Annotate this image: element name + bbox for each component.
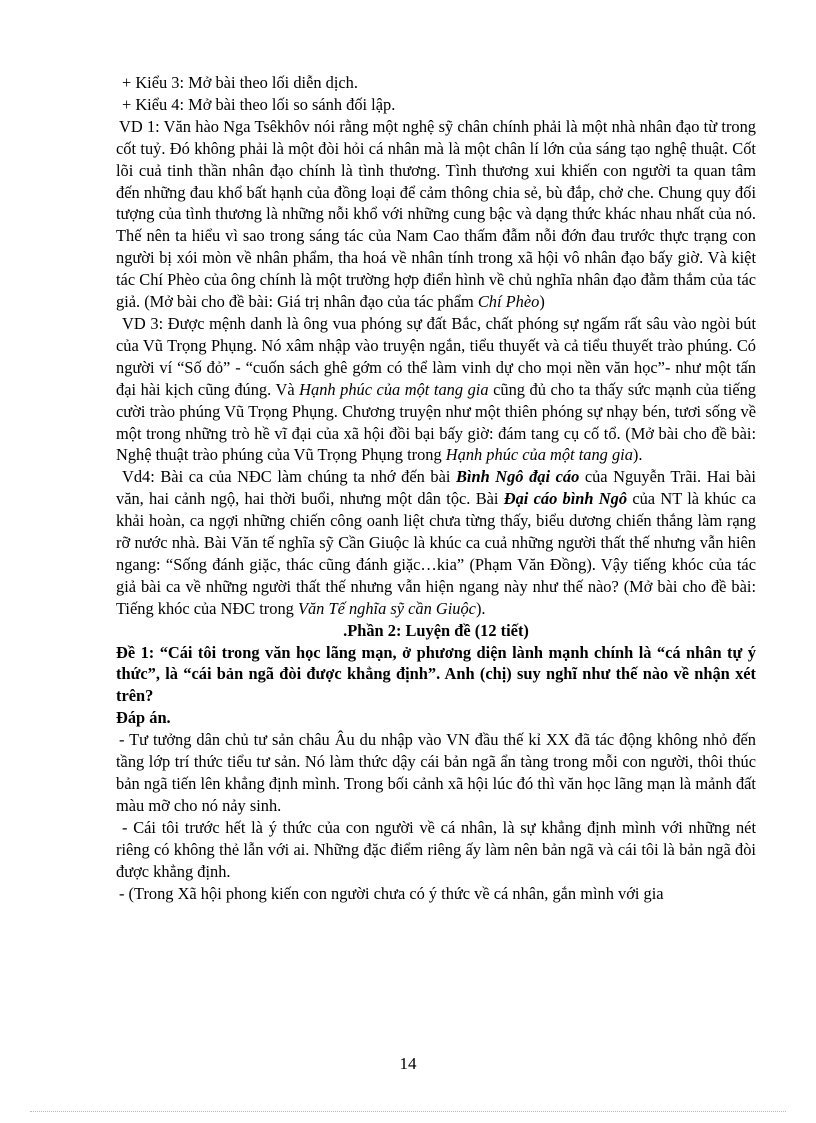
example-vd4: Vd4: Bài ca của NĐC làm chúng ta nhớ đến bài Bình Ngô đại cáo của Nguyễn Trãi. Hai bài văn, hai cảnh ngộ, hai thời buổi, nhưng một dân tộc. Bài Đại cáo bình Ngô của NT là khúc ca khải hoàn, ca ngợi những chiến công oanh liệt chưa từng thấy, biểu dương chiến thắng làm rạng rỡ nước nhà. Bài Văn tế nghĩa sỹ Cần Giuộc là khúc ca cuả những người thất thế nhưng vẫn hiên ngang: “Sống đánh giặc, thác cũng đánh giặc…kia” (Phạm Văn Đồng). Vậy tiếng khóc của tác giả bài ca về những người thất thế nhưng vẫn hiện ngang này như thế nào? (Mở bài cho đề bài: Tiếng khóc của NĐC trong Văn Tế nghĩa sỹ cần Giuộc).: [116, 467, 756, 618]
answer-paragraph-1: - Tư tưởng dân chủ tư sản châu Âu du nhập vào VN đầu thế kỉ XX đã tác động không nhỏ đến tầng lớp trí thức tiểu tư sản. Nó làm thức dậy cái bản ngã ẩn tàng trong mỗi con người, thôi thúc bản ngã tiến lên khẳng định mình. Trong bối cảnh xã hội lúc đó thì văn học lãng mạn là mảnh đất màu mỡ cho nó nảy sinh.: [116, 730, 756, 815]
document-page: [116, 72, 756, 904]
answer-paragraph-3: - (Trong Xã hội phong kiến con người chưa có ý thức về cá nhân, gắn mình với gia: [119, 883, 664, 903]
answer-paragraph-2: - Cái tôi trước hết là ý thức của con người về cá nhân, là sự khẳng định mình với những nét riêng có không thẻ lẫn với ai. Những đặc điểm riêng ấy làm nên bản ngã và cái tôi là bản ngã đòi được khẳng định.: [116, 817, 756, 881]
page-number: 14: [399, 1054, 417, 1073]
example-vd1: VD 1: Văn hào Nga Tsêkhôv nói rằng một nghệ sỹ chân chính phải là một nhà nhân đạo từ trong cốt tuỷ. Đó không phải là một đòi hỏi cá nhân mà là một chân lí lớn của sáng tạo nghệ thuật. Cốt lõi cuả tinh thần nhân đạo chính là tình thương. Tình thương xui khiến con người ta quan tâm đến những đau khổ bất hạnh của đồng loại để cảm thông chia sẻ, bù đắp, chở che. Chung quy đối tượng của tình thương là những nỗi khổ với những cung bậc và dạng thức khác nhau nhất của nó. Thế nên ta hiểu vì sao trong sáng tác của Nam Cao thấm đẫm nỗi đớn đau trước thực trạng con người bị xói mòn về nhân phẩm, tha hoá về nhân tính trong xã hội vô nhân đạo bấy giờ. Và kiệt tác Chí Phèo của ông chính là một trường hợp điển hình về chủ nghĩa nhân đạo đằm thắm của tác giả. (Mở bài cho đề bài: Giá trị nhân đạo của tác phẩm Chí Phèo): [116, 116, 756, 312]
answer-heading: Đáp án.: [116, 708, 171, 728]
page-bottom-divider: [30, 1111, 786, 1112]
section-title: .Phần 2: Luyện đề (12 tiết): [343, 620, 529, 640]
line-kieu-3: + Kiểu 3: Mở bài theo lối diễn dịch.: [122, 73, 358, 92]
line-kieu-4: + Kiểu 4: Mở bài theo lối so sánh đối lập.: [122, 94, 396, 114]
example-vd3: VD 3: Được mệnh danh là ông vua phóng sự đất Bắc, chất phóng sự ngấm rất sâu vào ngòi bút của Vũ Trọng Phụng. Nó xâm nhập vào truyện ngắn, tiểu thuyết và cả tiểu thuyết trào phúng. Có người ví “Số đỏ” - “cuốn sách ghê gớm có thể làm vinh dự cho mọi nền văn học”- như một tấn đại hài kịch cũng đúng. Và Hạnh phúc của một tang gia cũng đủ cho ta thấy sức mạnh của tiếng cười trào phúng Vũ Trọng Phụng. Chương truyện như một thiên phóng sự nhạy bén, tươi sống về một trong những trò hề vĩ đại của xã hội đồi bại bấy giờ: đám tang cụ cố tổ. (Mở bài cho đề bài: Nghệ thuật trào phúng của Vũ Trọng Phụng trong Hạnh phúc của một tang gia).: [116, 313, 756, 465]
exercise-de-1: Đề 1: “Cái tôi trong văn học lãng mạn, ở phương diện lành mạnh chính là “cá nhân tự ý thức”, là “cái bản ngã đòi được khẳng định”. Anh (chị) suy nghĩ như thế nào về nhận xét trên?: [116, 642, 756, 706]
